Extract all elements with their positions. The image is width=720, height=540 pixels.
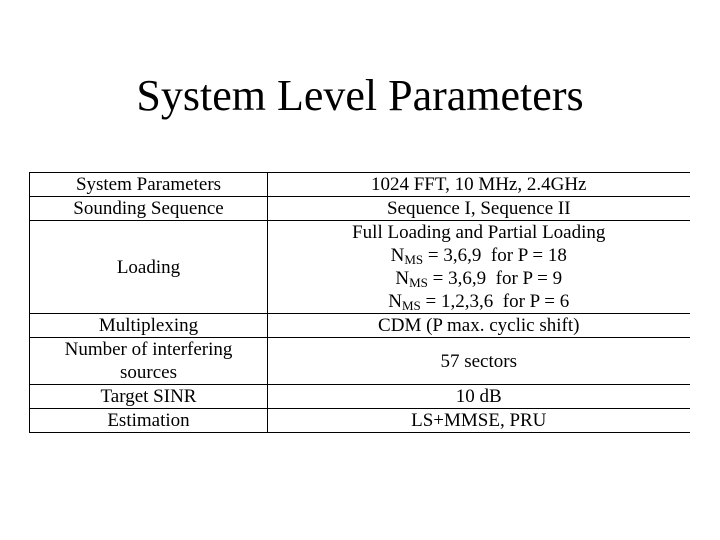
table-row (30, 338, 690, 385)
param-name-line: Number of interfering (64, 339, 233, 360)
table-row (30, 314, 690, 338)
param-name-line: sources (120, 362, 177, 383)
param-name: Target SINR (30, 385, 268, 409)
param-name: Sounding Sequence (30, 197, 268, 221)
param-name: Loading (30, 221, 268, 314)
table-row (30, 197, 690, 221)
param-name: Multiplexing (30, 314, 268, 338)
loading-intro: Full Loading and Partial Loading (352, 222, 606, 243)
param-value: Sequence I, Sequence II (268, 197, 690, 221)
param-value: 57 sectors (268, 338, 690, 385)
table-row (30, 221, 690, 314)
param-name (30, 338, 268, 385)
param-name: Estimation (30, 409, 268, 433)
param-value: 10 dB (268, 385, 690, 409)
slide-title: System Level Parameters (136, 71, 584, 120)
table-row (30, 409, 690, 433)
param-value: 1024 FFT, 10 MHz, 2.4GHz (268, 173, 690, 197)
loading-line: $N_{MS} = 3,6,9$ for P = 9 (395, 268, 563, 290)
param-value-loading (268, 221, 690, 314)
parameters-table (29, 172, 690, 433)
loading-line: $N_{MS} = 1,2,3,6$ for P = 6 (388, 291, 570, 313)
param-value: LS+MMSE, PRU (268, 409, 690, 433)
param-name: System Parameters (30, 173, 268, 197)
loading-line: $N_{MS} = 3,6,9$ for P = 18 (390, 245, 567, 267)
table-row (30, 385, 690, 409)
param-value: CDM (P max. cyclic shift) (268, 314, 690, 338)
table-row (30, 173, 690, 197)
